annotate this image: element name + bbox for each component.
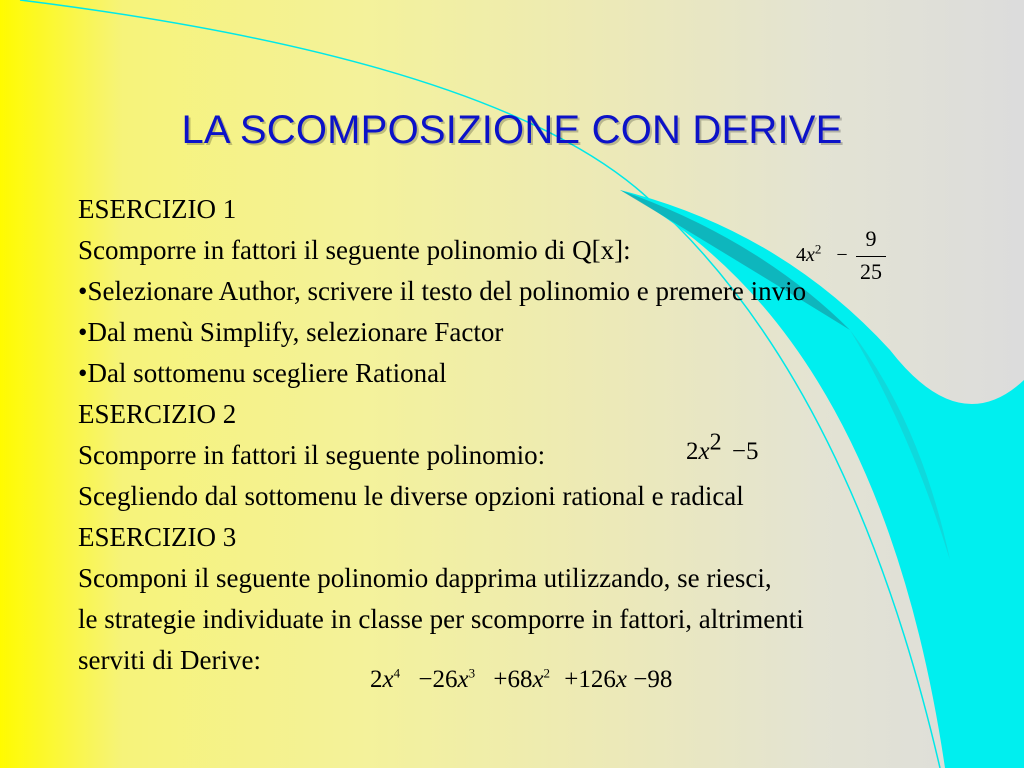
formula-3-t1-coef: 2	[370, 666, 383, 693]
slide-title: LA SCOMPOSIZIONE CON DERIVE	[181, 108, 843, 152]
formula-2-exp: 2	[709, 429, 722, 456]
bullet-rational: •Dal sottomenu scegliere Rational	[78, 358, 447, 388]
exercise-1-instruction: Scomporre in fattori il seguente polinomio di Q[x]:	[78, 235, 631, 265]
formula-2-var: x	[698, 438, 710, 465]
formula-2-op: −	[731, 438, 746, 465]
formula-2-const: 5	[745, 438, 759, 465]
formula-2	[686, 429, 759, 466]
exercise-3-instruction-3: serviti di Derive:	[78, 645, 261, 675]
bullet-author: •Selezionare Author, scrivere il testo del polinomio e premere invio	[78, 276, 807, 306]
formula-1-exp: 2	[814, 241, 822, 257]
exercise-2-instruction: Scomporre in fattori il seguente polinomio:	[78, 440, 546, 470]
formula-3-op-1: −	[418, 666, 433, 693]
bullet-simplify: •Dal menù Simplify, selezionare Factor	[78, 317, 504, 347]
formula-3-t2-coef: 26	[432, 666, 458, 693]
formula-2-coef: 2	[686, 438, 699, 465]
exercise-1-heading: ESERCIZIO 1	[78, 194, 237, 224]
formula-1-numerator: 9	[865, 226, 877, 251]
formula-3-var: x	[457, 666, 469, 693]
exercise-3-instruction-2: le strategie individuate in classe per scomporre in fattori, altrimenti	[78, 604, 804, 634]
formula-1-fraction-bar	[856, 256, 886, 257]
formula-3-t2-exp: 3	[468, 665, 476, 681]
formula-1-var: x	[806, 244, 815, 266]
exercise-3-heading: ESERCIZIO 3	[78, 522, 237, 552]
formula-3-t5-const: 98	[647, 666, 673, 693]
formula-3-t3-exp: 2	[543, 665, 551, 681]
formula-3-t1-exp: 4	[393, 665, 401, 681]
exercise-2-note: Scegliendo dal sottomenu le diverse opzioni rational e radical	[78, 481, 744, 511]
formula-3-var: x	[532, 666, 544, 693]
formula-1-op: −	[836, 244, 848, 266]
formula-1-coef: 4	[796, 244, 806, 266]
formula-3-op-3: +	[564, 666, 579, 693]
formula-3-var: x	[615, 666, 628, 693]
formula-3-var: x	[382, 666, 394, 693]
formula-3-op-2: +	[493, 666, 508, 693]
formula-3-t3-coef: 68	[507, 666, 533, 693]
formula-3-t4-coef: 126	[578, 666, 616, 693]
formula-3	[370, 666, 672, 694]
exercise-2-heading: ESERCIZIO 2	[78, 399, 237, 429]
exercise-3-instruction-1: Scomponi il seguente polinomio dapprima utilizzando, se riesci,	[78, 563, 772, 593]
formula-1-denominator: 25	[860, 259, 882, 284]
formula-3-op-4: −	[633, 666, 648, 693]
